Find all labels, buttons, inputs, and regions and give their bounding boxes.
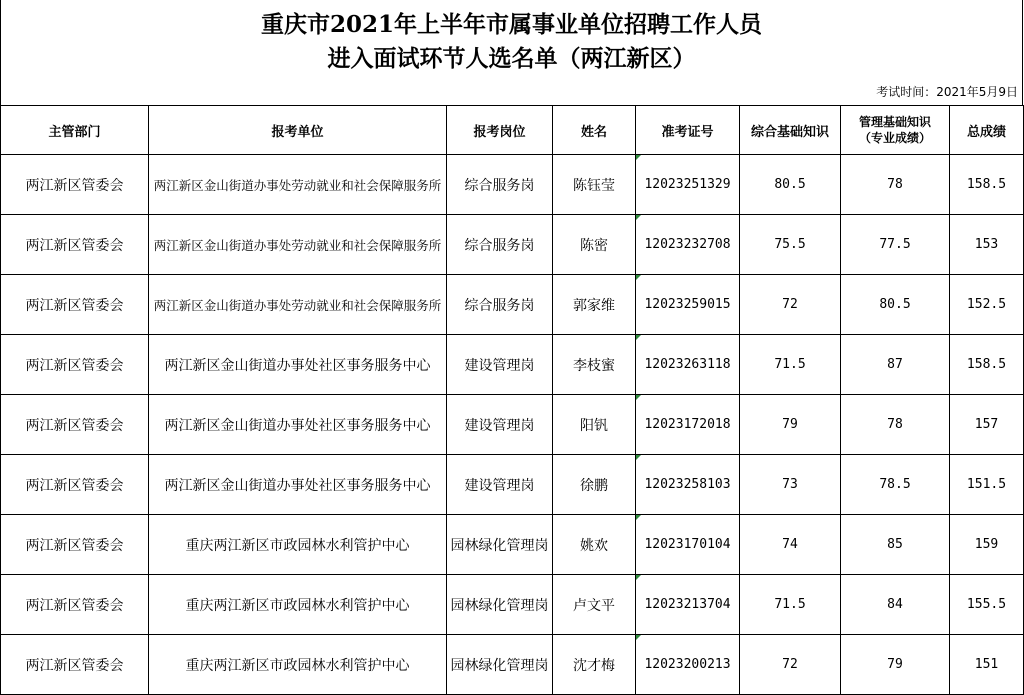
page-title-line-2: 进入面试环节人选名单（两江新区） — [327, 45, 696, 72]
table-row — [1, 515, 1024, 575]
cell-general[interactable]: 75.5 — [740, 215, 841, 275]
header-unit[interactable]: 报考单位 — [149, 106, 447, 155]
cell-general[interactable]: 71.5 — [740, 575, 841, 635]
cell-total[interactable]: 153 — [950, 215, 1024, 275]
cell-mgmt[interactable]: 87 — [841, 335, 950, 395]
table-row — [1, 635, 1024, 695]
cell-post[interactable]: 园林绿化管理岗 — [447, 515, 553, 575]
cell-dept[interactable]: 两江新区管委会 — [1, 395, 149, 455]
cell-post[interactable]: 综合服务岗 — [447, 275, 553, 335]
cell-unit[interactable]: 两江新区金山街道办事处劳动就业和社会保障服务所 — [149, 275, 447, 335]
header-mgmt[interactable] — [841, 106, 950, 155]
cell-post[interactable]: 建设管理岗 — [447, 455, 553, 515]
cell-ticket[interactable]: 12023172018 — [636, 395, 740, 455]
table-row — [1, 215, 1024, 275]
cell-total[interactable]: 159 — [950, 515, 1024, 575]
cell-dept[interactable]: 两江新区管委会 — [1, 155, 149, 215]
table-row — [1, 155, 1024, 215]
page-title-line-1: 重庆市2021年上半年市属事业单位招聘工作人员 — [260, 11, 762, 38]
cell-general[interactable]: 73 — [740, 455, 841, 515]
header-post[interactable]: 报考岗位 — [447, 106, 553, 155]
cell-total[interactable]: 157 — [950, 395, 1024, 455]
cell-ticket[interactable]: 12023259015 — [636, 275, 740, 335]
cell-dept[interactable]: 两江新区管委会 — [1, 635, 149, 695]
cell-name[interactable]: 卢文平 — [553, 575, 636, 635]
cell-unit[interactable]: 重庆两江新区市政园林水利管护中心 — [149, 515, 447, 575]
cell-unit[interactable]: 两江新区金山街道办事处劳动就业和社会保障服务所 — [149, 215, 447, 275]
cell-name[interactable]: 姚欢 — [553, 515, 636, 575]
cell-name[interactable]: 郭家维 — [553, 275, 636, 335]
cell-unit[interactable]: 两江新区金山街道办事处劳动就业和社会保障服务所 — [149, 155, 447, 215]
cell-general[interactable]: 74 — [740, 515, 841, 575]
cell-unit[interactable]: 两江新区金山街道办事处社区事务服务中心 — [149, 395, 447, 455]
cell-total[interactable]: 155.5 — [950, 575, 1024, 635]
cell-total[interactable]: 151.5 — [950, 455, 1024, 515]
cell-unit[interactable]: 两江新区金山街道办事处社区事务服务中心 — [149, 455, 447, 515]
cell-dept[interactable]: 两江新区管委会 — [1, 455, 149, 515]
header-general[interactable]: 综合基础知识 — [740, 106, 841, 155]
cell-post[interactable]: 建设管理岗 — [447, 395, 553, 455]
cell-mgmt[interactable]: 78.5 — [841, 455, 950, 515]
cell-name[interactable]: 阳钒 — [553, 395, 636, 455]
cell-dept[interactable]: 两江新区管委会 — [1, 275, 149, 335]
cell-unit[interactable]: 重庆两江新区市政园林水利管护中心 — [149, 575, 447, 635]
exam-date-row — [0, 76, 1023, 105]
cell-total[interactable]: 158.5 — [950, 155, 1024, 215]
cell-total[interactable]: 152.5 — [950, 275, 1024, 335]
cell-name[interactable]: 陈密 — [553, 215, 636, 275]
cell-mgmt[interactable]: 80.5 — [841, 275, 950, 335]
cell-dept[interactable]: 两江新区管委会 — [1, 215, 149, 275]
cell-mgmt[interactable]: 79 — [841, 635, 950, 695]
cell-ticket[interactable]: 12023258103 — [636, 455, 740, 515]
header-mgmt-line-2: （专业成绩） — [858, 131, 931, 145]
cell-post[interactable]: 建设管理岗 — [447, 335, 553, 395]
table-row — [1, 395, 1024, 455]
cell-ticket[interactable]: 12023251329 — [636, 155, 740, 215]
cell-mgmt[interactable]: 78 — [841, 395, 950, 455]
cell-general[interactable]: 72 — [740, 275, 841, 335]
cell-dept[interactable]: 两江新区管委会 — [1, 335, 149, 395]
cell-ticket[interactable]: 12023170104 — [636, 515, 740, 575]
cell-mgmt[interactable]: 77.5 — [841, 215, 950, 275]
cell-ticket[interactable]: 12023213704 — [636, 575, 740, 635]
cell-post[interactable]: 综合服务岗 — [447, 155, 553, 215]
table-row — [1, 455, 1024, 515]
header-dept[interactable]: 主管部门 — [1, 106, 149, 155]
cell-general[interactable]: 80.5 — [740, 155, 841, 215]
header-row — [1, 106, 1024, 155]
cell-general[interactable]: 79 — [740, 395, 841, 455]
title-block — [0, 0, 1023, 76]
table-row — [1, 335, 1024, 395]
cell-dept[interactable]: 两江新区管委会 — [1, 575, 149, 635]
cell-ticket[interactable]: 12023263118 — [636, 335, 740, 395]
cell-name[interactable]: 李枝蜜 — [553, 335, 636, 395]
table-row — [1, 275, 1024, 335]
cell-name[interactable]: 陈钰莹 — [553, 155, 636, 215]
cell-name[interactable]: 沈才梅 — [553, 635, 636, 695]
header-name[interactable]: 姓名 — [553, 106, 636, 155]
candidate-table — [0, 105, 1024, 695]
exam-date: 考试时间：2021年5月9日 — [876, 85, 1018, 99]
cell-total[interactable]: 151 — [950, 635, 1024, 695]
cell-post[interactable]: 综合服务岗 — [447, 215, 553, 275]
cell-mgmt[interactable]: 84 — [841, 575, 950, 635]
cell-name[interactable]: 徐鹏 — [553, 455, 636, 515]
cell-post[interactable]: 园林绿化管理岗 — [447, 635, 553, 695]
cell-unit[interactable]: 重庆两江新区市政园林水利管护中心 — [149, 635, 447, 695]
cell-general[interactable]: 72 — [740, 635, 841, 695]
header-mgmt-line-1: 管理基础知识 — [858, 115, 931, 129]
cell-general[interactable]: 71.5 — [740, 335, 841, 395]
cell-mgmt[interactable]: 85 — [841, 515, 950, 575]
cell-mgmt[interactable]: 78 — [841, 155, 950, 215]
cell-ticket[interactable]: 12023200213 — [636, 635, 740, 695]
cell-ticket[interactable]: 12023232708 — [636, 215, 740, 275]
cell-post[interactable]: 园林绿化管理岗 — [447, 575, 553, 635]
cell-total[interactable]: 158.5 — [950, 335, 1024, 395]
header-ticket[interactable]: 准考证号 — [636, 106, 740, 155]
header-total[interactable]: 总成绩 — [950, 106, 1024, 155]
cell-unit[interactable]: 两江新区金山街道办事处社区事务服务中心 — [149, 335, 447, 395]
cell-dept[interactable]: 两江新区管委会 — [1, 515, 149, 575]
table-row — [1, 575, 1024, 635]
